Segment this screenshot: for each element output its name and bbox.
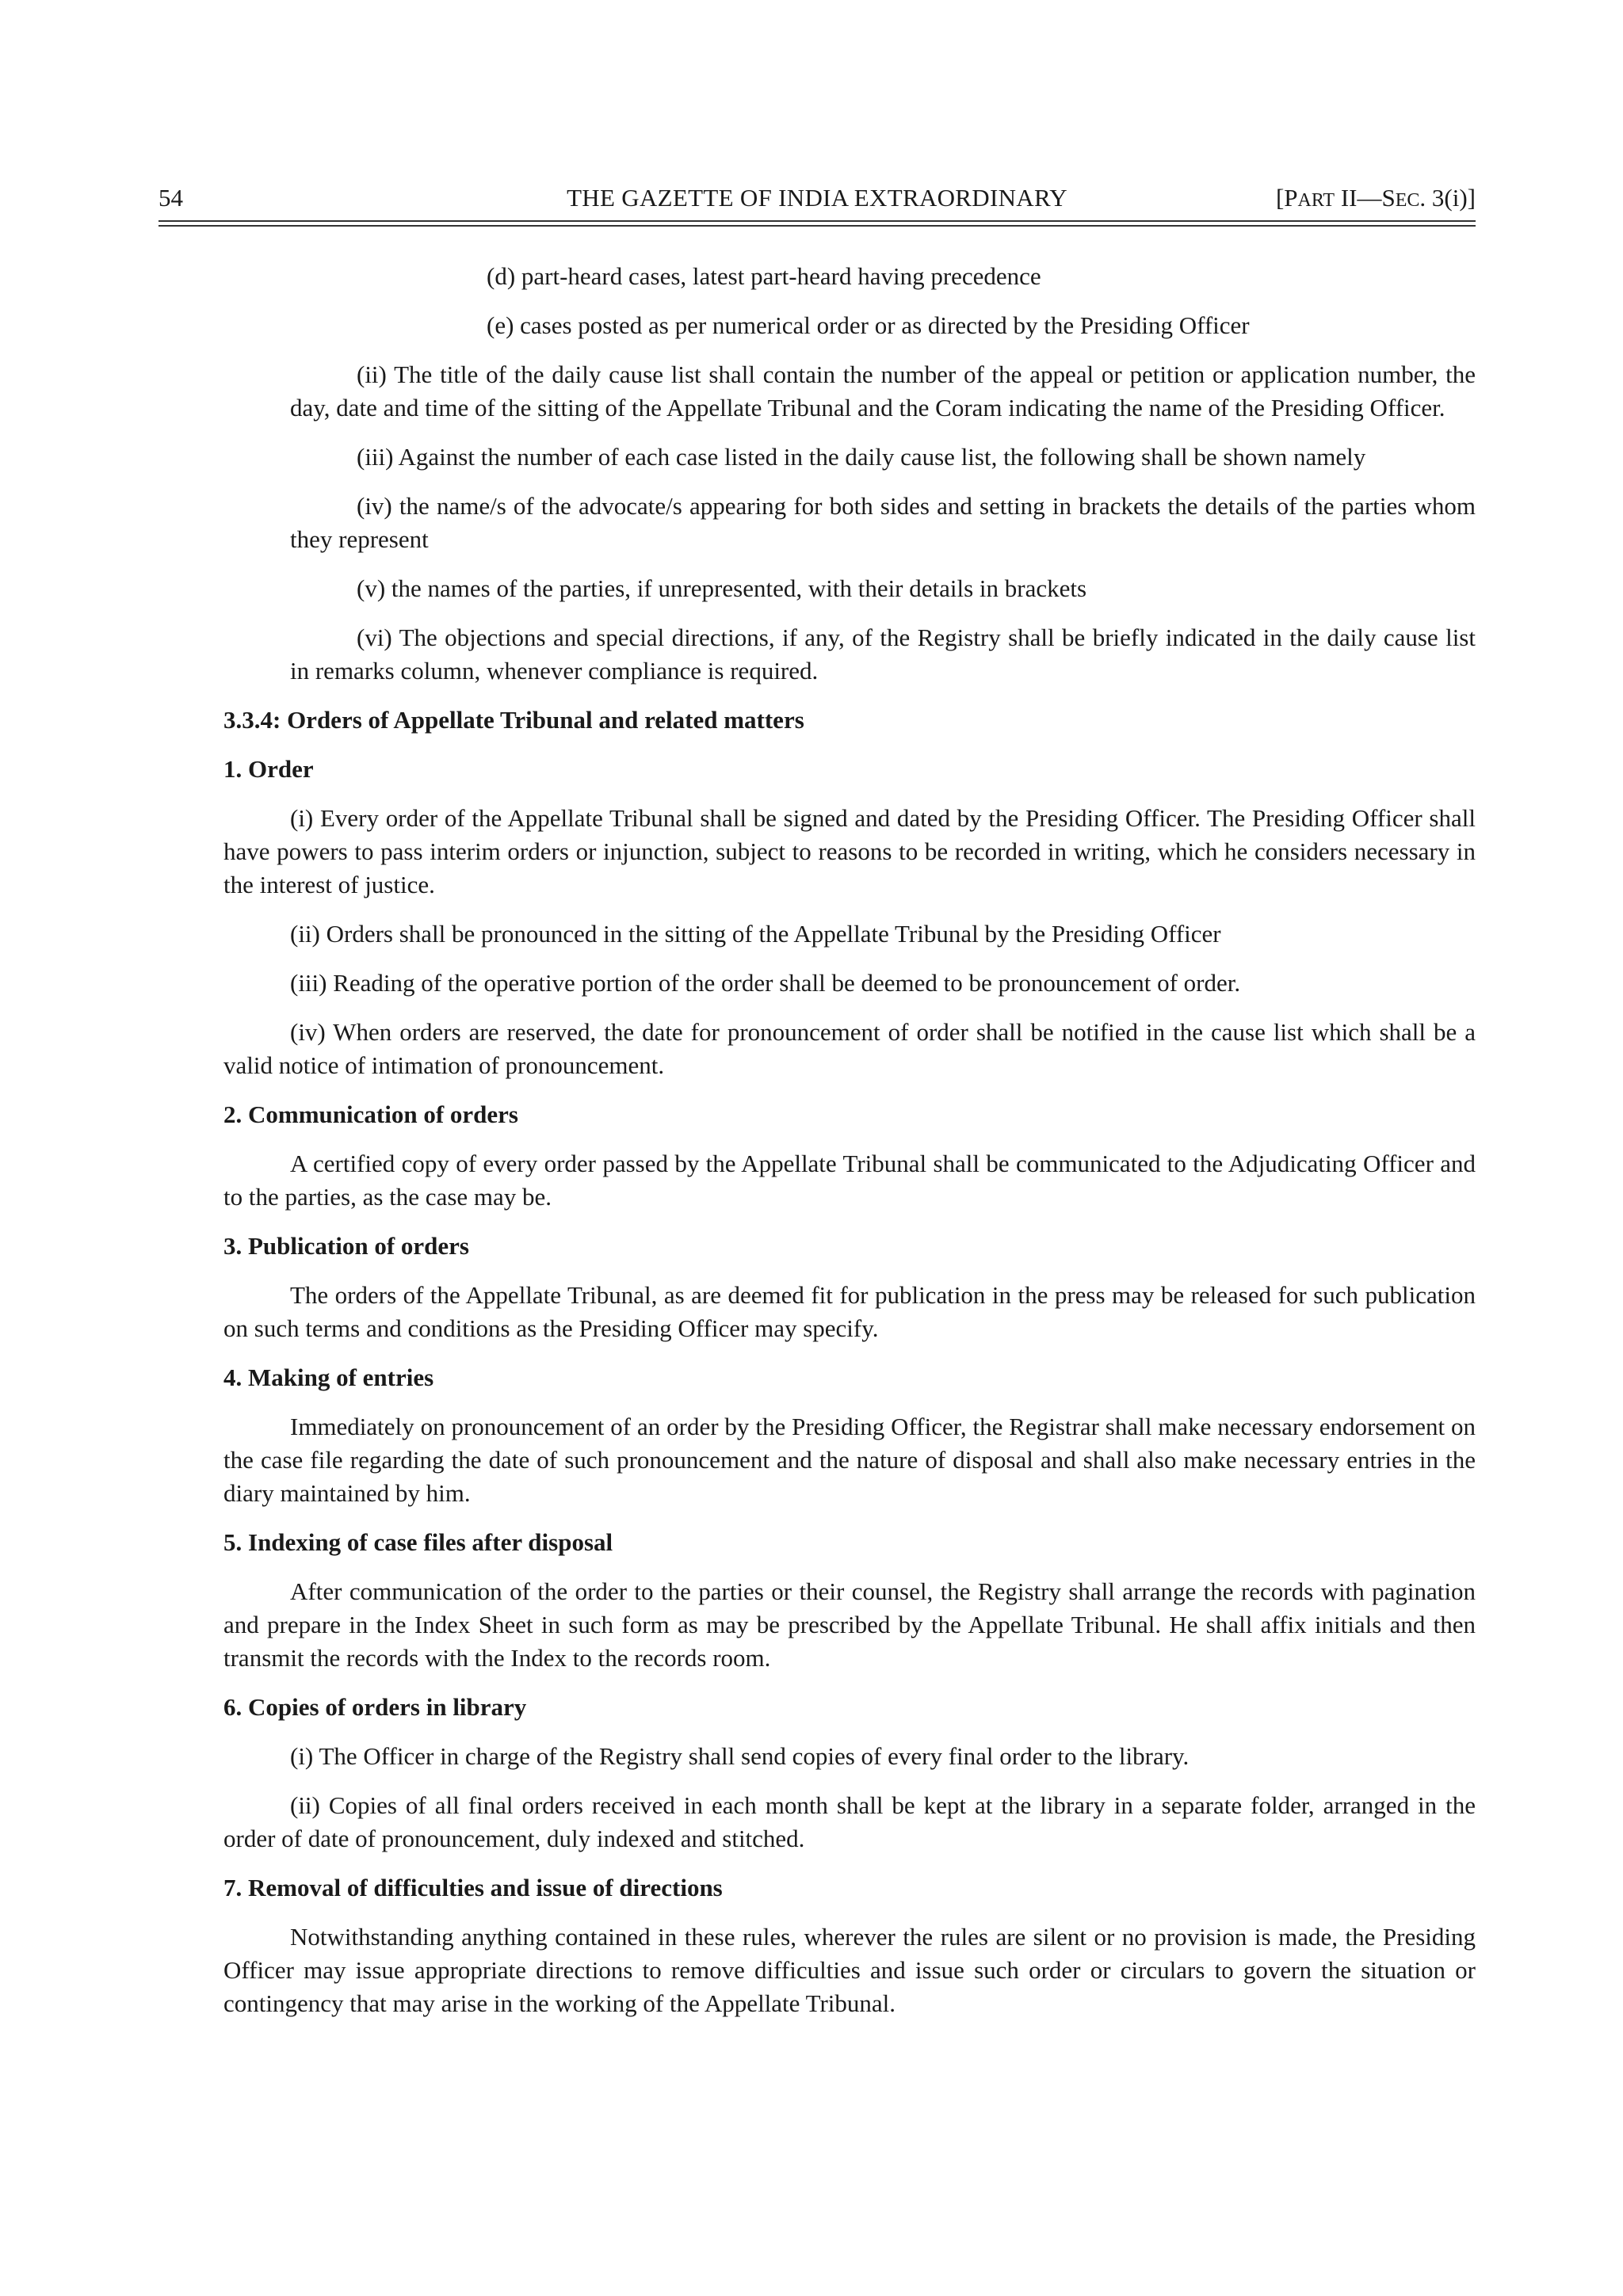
clause-d: (d) part-heard cases, latest part-heard having precedence — [487, 262, 1041, 290]
library-clause-i: (i) The Officer in charge of the Registry shall send copies of every final order to the library. — [290, 1742, 1190, 1770]
page-header — [158, 179, 1476, 219]
heading-order: 1. Order — [223, 755, 314, 783]
library-clause-ii: (ii) Copies of all final orders received in each month shall be kept at the library in a separate folder, arranged in the order of date of pronouncement, duly indexed and stitched. — [223, 1791, 1476, 1852]
clause-vi: (vi) The objections and special directions, if any, of the Registry shall be briefly indicated in the daily cause list in remarks column, whenever compliance is required. — [290, 624, 1476, 685]
order-clause-ii: (ii) Orders shall be pronounced in the sitting of the Appellate Tribunal by the Presiding Officer — [290, 920, 1221, 948]
heading-indexing-case-files: 5. Indexing of case files after disposal — [223, 1528, 613, 1556]
communication-text: A certified copy of every order passed by the Appellate Tribunal shall be communicated to the Adjudicating Officer and to the parties, as the case may be. — [223, 1150, 1476, 1211]
order-clause-i: (i) Every order of the Appellate Tribunal shall be signed and dated by the Presiding Officer. The Presiding Officer shall have powers to pass interim orders or injunction, subject to reasons to be recorded in writing, which he considers necessary in the interest of justice. — [223, 804, 1476, 898]
heading-copies-in-library: 6. Copies of orders in library — [223, 1693, 527, 1721]
clause-ii: (ii) The title of the daily cause list shall contain the number of the appeal or petition or application number, the day, date and time of the sitting of the Appellate Tribunal and the Coram indicating the name of the Presiding Officer. — [290, 360, 1476, 421]
orders-section — [223, 753, 1476, 2020]
header-rule-bottom — [158, 225, 1476, 227]
clause-e: (e) cases posted as per numerical order or as directed by the Presiding Officer — [487, 311, 1250, 339]
publication-text: The orders of the Appellate Tribunal, as are deemed fit for publication in the press may be released for such publication on such terms and conditions as the Presiding Officer may specify. — [223, 1281, 1476, 1342]
gazette-title: THE GAZETTE OF INDIA EXTRAORDINARY — [567, 184, 1067, 212]
order-clause-iv: (iv) When orders are reserved, the date for pronouncement of order shall be notified in the cause list which shall be a valid notice of intimation of pronouncement. — [223, 1018, 1476, 1079]
document-body — [223, 260, 1476, 2020]
section-heading-3-3-4: 3.3.4: Orders of Appellate Tribunal and related matters — [223, 706, 804, 734]
heading-removal-of-difficulties: 7. Removal of difficulties and issue of directions — [223, 1874, 723, 1901]
indexing-text: After communication of the order to the parties or their counsel, the Registry shall arrange the records with pagination and prepare in the Index Sheet in such form as may be prescribed by the Appellate Tribunal. He shall affix initials and then transmit the records with the Index to the records room. — [223, 1577, 1476, 1672]
part-section-label: [PART II—SEC. 3(i)] — [1275, 184, 1476, 212]
page-number: 54 — [158, 184, 183, 212]
clause-iv: (iv) the name/s of the advocate/s appearing for both sides and setting in brackets the details of the parties whom they represent — [290, 492, 1476, 553]
clause-iii: (iii) Against the number of each case listed in the daily cause list, the following shall be shown namely — [357, 443, 1366, 471]
heading-communication-of-orders: 2. Communication of orders — [223, 1100, 518, 1128]
entries-text: Immediately on pronouncement of an order by the Presiding Officer, the Registrar shall make necessary endorsement on the case file regarding the date of such pronouncement and the nature of disposal and shall also make necessary entries in the diary maintained by him. — [223, 1413, 1476, 1507]
heading-making-of-entries: 4. Making of entries — [223, 1363, 434, 1391]
removal-text: Notwithstanding anything contained in these rules, wherever the rules are silent or no provision is made, the Presiding Officer may issue appropriate directions to remove difficulties and issue such order or circulars to govern the situation or contingency that may arise in the working of the Appellate Tribunal. — [223, 1923, 1476, 2017]
order-clause-iii: (iii) Reading of the operative portion of the order shall be deemed to be pronouncement of order. — [290, 969, 1241, 997]
header-rule-top — [158, 220, 1476, 222]
clause-v: (v) the names of the parties, if unrepresented, with their details in brackets — [357, 574, 1087, 602]
heading-publication-of-orders: 3. Publication of orders — [223, 1232, 469, 1260]
